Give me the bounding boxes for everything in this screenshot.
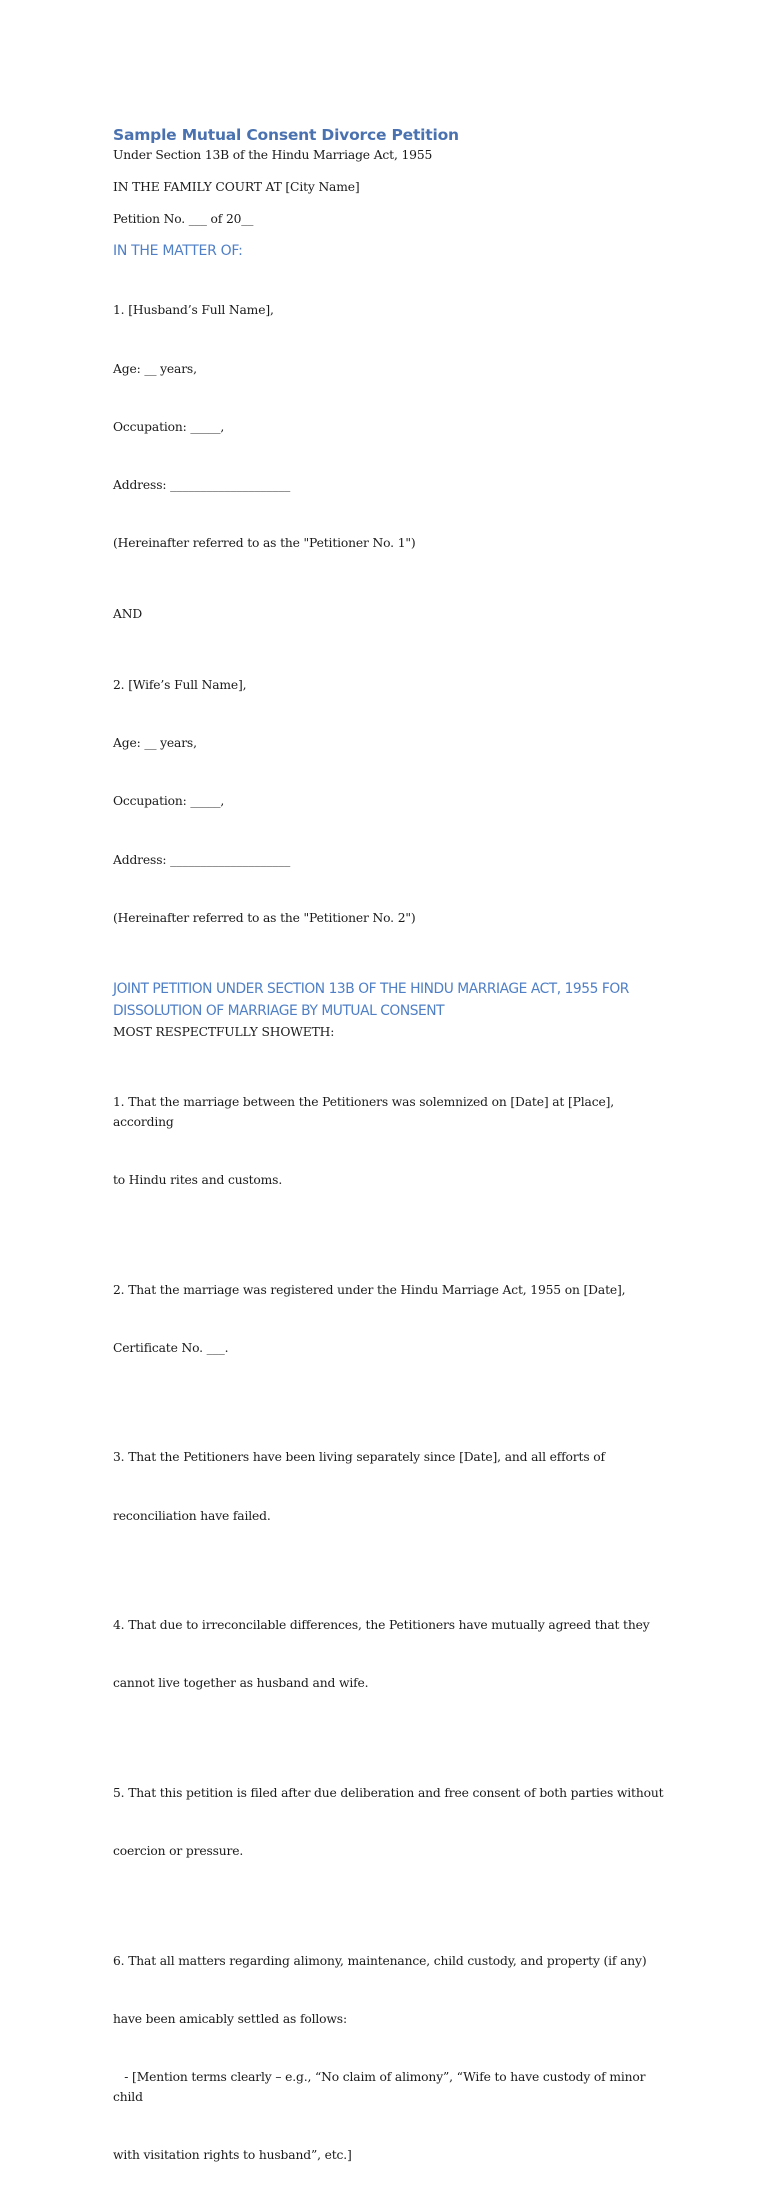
and-separator: AND: [113, 607, 143, 622]
clause-2: [113, 1242, 673, 1397]
petitioner-1-block: [113, 263, 673, 593]
clause-4-line-1: 4. That due to irreconcilable differences, the Petitioners have mutually agreed that they: [113, 1618, 650, 1633]
matter-heading: IN THE MATTER OF:: [113, 243, 243, 260]
joint-petition-heading: [113, 978, 673, 1023]
clause-3: [113, 1410, 673, 1565]
clause-6-line-1: 6. That all matters regarding alimony, maintenance, child custody, and property (if any): [113, 1953, 647, 1968]
clause-2-line-2: Certificate No. ___.: [113, 1340, 229, 1355]
clause-3-line-1: 3. That the Petitioners have been living separately since [Date], and all efforts of: [113, 1450, 605, 1465]
petitioner-2-occupation: Occupation: _____,: [113, 794, 225, 809]
petitioner-2-block: [113, 637, 673, 967]
clause-1: [113, 1055, 673, 1230]
document-title: Sample Mutual Consent Divorce Petition: [113, 126, 459, 144]
clause-3-line-2: reconciliation have failed.: [113, 1508, 271, 1523]
clause-6-line-3: - [Mention terms clearly – e.g., “No claim of alimony”, “Wife to have custody of minor child: [113, 2070, 650, 2104]
clause-6: [113, 1913, 673, 2204]
document-page: [113, 124, 673, 2204]
clause-1-line-2: to Hindu rites and customs.: [113, 1172, 283, 1187]
showeth-line: MOST RESPECTFULLY SHOWETH:: [113, 1024, 335, 1039]
document-subtitle: Under Section 13B of the Hindu Marriage Act, 1955: [113, 148, 433, 162]
clause-2-line-1: 2. That the marriage was registered under the Hindu Marriage Act, 1955 on [Date],: [113, 1282, 626, 1297]
court-line: IN THE FAMILY COURT AT [City Name]: [113, 180, 360, 194]
petition-number: Petition No. ___ of 20__: [113, 212, 254, 227]
petitioner-1-occupation: Occupation: _____,: [113, 419, 225, 434]
clause-5-line-1: 5. That this petition is filed after due deliberation and free consent of both parties without: [113, 1786, 664, 1801]
clause-5-line-2: coercion or pressure.: [113, 1844, 244, 1859]
petitioner-2-address: Address: ____________________: [113, 852, 291, 867]
clause-4-line-2: cannot live together as husband and wife.: [113, 1676, 369, 1691]
petitioner-2-age: Age: __ years,: [113, 736, 197, 751]
petitioner-1-name: 1. [Husband’s Full Name],: [113, 303, 274, 318]
petitioner-2-referred: (Hereinafter referred to as the "Petitioner No. 2"): [113, 910, 416, 925]
clause-4: [113, 1577, 673, 1732]
joint-heading-line-2: DISSOLUTION OF MARRIAGE BY MUTUAL CONSENT: [113, 1003, 445, 1020]
petitioner-1-address: Address: ____________________: [113, 478, 291, 493]
joint-heading-line-1: JOINT PETITION UNDER SECTION 13B OF THE HINDU MARRIAGE ACT, 1955 FOR: [113, 980, 629, 997]
clause-5: [113, 1745, 673, 1900]
clause-1-line-1: 1. That the marriage between the Petitioners was solemnized on [Date] at [Place], according: [113, 1095, 618, 1129]
petitioner-1-age: Age: __ years,: [113, 361, 197, 376]
clause-6-line-2: have been amicably settled as follows:: [113, 2012, 347, 2027]
petitioner-1-referred: (Hereinafter referred to as the "Petitioner No. 1"): [113, 536, 416, 551]
petitioner-2-name: 2. [Wife’s Full Name],: [113, 677, 247, 692]
clause-6-line-4: with visitation rights to husband”, etc.]: [113, 2148, 352, 2163]
